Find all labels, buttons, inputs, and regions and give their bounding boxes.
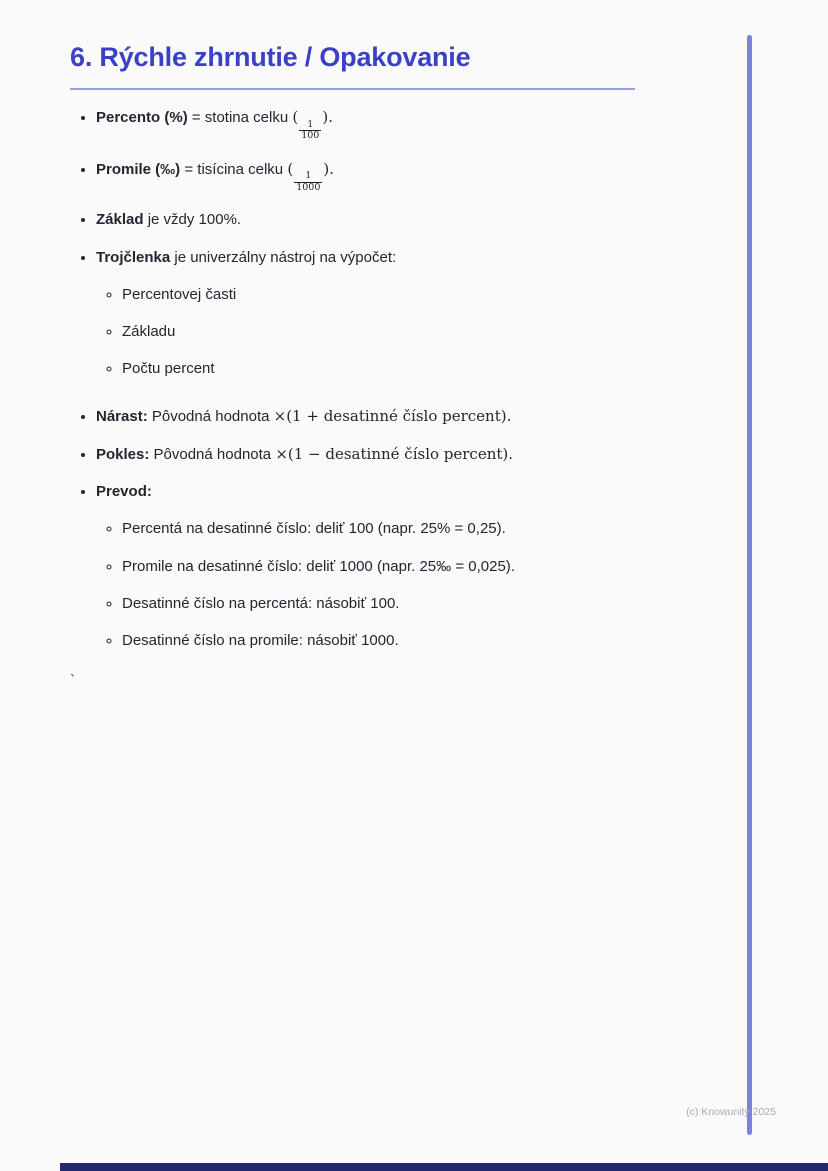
math-paren-open: ( [292,108,299,126]
prevod-sublist [96,519,670,651]
title-underline [70,88,635,90]
term-percento: Percento (%) [96,109,188,126]
list-item-promile [96,159,670,194]
sublist-item: ◦ Percentá na desatinné číslo: deliť 100 (napr. 25% = 0,25). [122,519,670,539]
fraction-1-100 [299,120,321,142]
text-narast: Pôvodná hodnota [147,407,274,425]
math-paren-open: ( [287,159,294,178]
fraction-denominator: 100 [301,130,320,142]
list-item-percento [96,107,670,142]
list-item-zaklad [96,210,670,230]
summary-list [70,107,670,651]
text-percento: = stotina celku [187,109,293,126]
term-promile: Promile (‰) [96,160,181,178]
list-item-trojclenka [96,248,670,380]
text-promile: = tisícina celku [180,160,288,178]
sublist-item: ◦ Základu [122,322,670,342]
text-pokles: Pôvodná hodnota [149,445,276,463]
sublist-item: ◦ Počtu percent [122,359,670,379]
page-title: 6. Rýchle zhrnutie / Opakovanie [70,42,471,72]
term-trojclenka: Trojčlenka [96,248,171,266]
sublist-item: ◦ Desatinné číslo na promile: násobiť 1000. [122,631,670,651]
term-narast: Nárast: [96,407,148,425]
term-prevod: Prevod: [96,483,152,500]
page-edge-bar [747,35,752,1135]
text-zaklad: je vždy 100%. [143,211,242,229]
term-pokles: Pokles: [96,445,150,463]
fraction-denominator: 1000 [296,181,321,193]
next-page-edge [60,1163,828,1171]
sublist-item: ◦ Percentovej časti [122,285,670,305]
math-paren-close: ). [322,108,333,126]
fraction-numerator: 1 [305,170,312,182]
list-item-pokles [96,444,670,465]
fraction-1-1000 [294,171,322,193]
text-trojclenka: je univerzálny nástroj na výpočet: [170,248,397,266]
stray-backtick: ` [70,672,75,690]
fraction-numerator: 1 [307,118,314,130]
list-item-narast [96,406,670,427]
list-item-prevod [96,482,670,651]
trojclenka-sublist [96,285,670,380]
footer-credit: (c) Knowunity 2025 [686,1106,776,1118]
sublist-item: ◦ Promile na desatinné číslo: deliť 1000 (napr. 25‰ = 0,025). [122,557,670,577]
term-zaklad: Základ [96,211,144,229]
sublist-item: ◦ Desatinné číslo na percentá: násobiť 100. [122,594,670,614]
math-paren-close: ). [323,159,334,178]
math-pokles-formula: ×(1 − desatinné číslo percent). [275,444,514,463]
math-narast-formula: ×(1 + desatinné číslo percent). [273,406,512,425]
